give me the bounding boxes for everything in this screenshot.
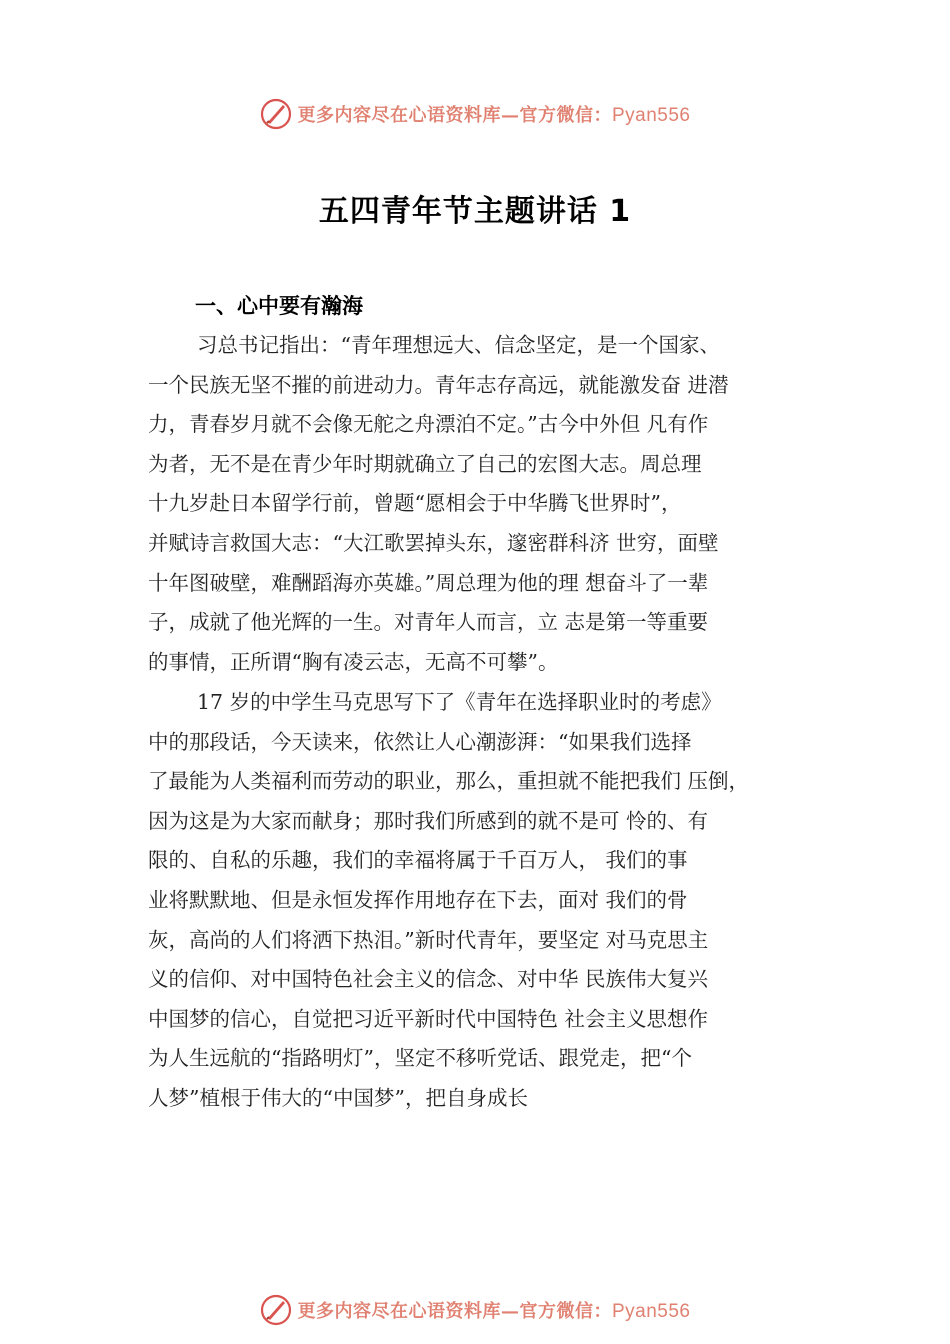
quill-seal-icon [259, 97, 293, 131]
text-line: 业将默默地、但是永恒发挥作用地存在下去，面对 我们的骨 [148, 887, 688, 912]
text-line: 十年图破壁，难酬蹈海亦英雄。”周总理为他的理 想奋斗了一辈 [148, 570, 709, 595]
header-banner [0, 94, 950, 134]
text-line: 习总书记指出：“青年理想远大、信念坚定，是一个国家、 [197, 333, 720, 357]
text-line: 十九岁赴日本留学行前，曾题“愿相会于中华腾飞世界时”， [148, 491, 682, 516]
text-line: 17 岁的中学生马克思写下了《青年在选择职业时的考虑》 [197, 690, 722, 714]
text-line: 一个民族无坚不摧的前进动力。青年志存高远，就能激发奋 进潜 [148, 372, 729, 397]
text-line: 限的、自私的乐趣，我们的幸福将属于千百万人， 我们的事 [148, 848, 688, 873]
text-line: 中国梦的信心，自觉把习近平新时代中国特色 社会主义思想作 [148, 1006, 709, 1031]
banner-text: 更多内容尽在心语资料库—官方微信：Pyan556 [297, 105, 691, 126]
text-line: 因为这是为大家而献身；那时我们所感到的就不是可 怜的、有 [148, 808, 709, 833]
text-line: 了最能为人类福利而劳动的职业，那么，重担就不能把我们 压倒， [148, 769, 750, 794]
section-heading: 一、心中要有瀚海 [195, 294, 363, 318]
quill-seal-icon [259, 1293, 293, 1327]
footer-banner [0, 1290, 950, 1330]
text-line: 力，青春岁月就不会像无舵之舟漂泊不定。”古今中外但 凡有作 [148, 412, 709, 437]
wechat-handle: Pyan556 [611, 1301, 691, 1322]
text-line: 中的那段话，今天读来，依然让人心潮澎湃：“如果我们选择 [148, 729, 692, 754]
text-line: 人梦”植根于伟大的“中国梦”，把自身成长 [148, 1085, 528, 1110]
text-line: 为人生远航的“指路明灯”，坚定不移听党话、跟党走，把“个 [148, 1046, 692, 1071]
text-line: 灰，高尚的人们将洒下热泪。”新时代青年，要坚定 对马克思主 [148, 927, 709, 952]
wechat-handle: Pyan556 [611, 105, 691, 126]
paragraph-2 [148, 683, 848, 1119]
text-line: 并赋诗言救国大志：“大江歌罢掉头东，邃密群科济 世穷，面壁 [148, 530, 719, 555]
banner-text: 更多内容尽在心语资料库—官方微信：Pyan556 [297, 1301, 691, 1322]
text-line: 为者，无不是在青少年时期就确立了自己的宏图大志。周总理 [148, 451, 702, 476]
text-line: 的事情，正所谓“胸有凌云志，无高不可攀”。 [148, 649, 559, 674]
paragraph-1 [148, 326, 848, 682]
text-line: 子，成就了他光辉的一生。对青年人而言，立 志是第一等重要 [148, 610, 709, 635]
text-line: 义的信仰、对中国特色社会主义的信念、对中华 民族伟大复兴 [148, 967, 709, 992]
page-title: 五四青年节主题讲话 1 [318, 194, 632, 229]
